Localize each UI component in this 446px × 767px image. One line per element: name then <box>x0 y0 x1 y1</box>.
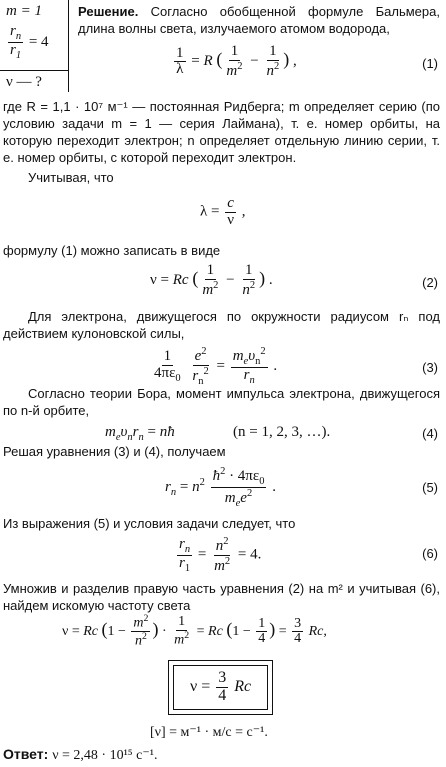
units-line: [ν] = м⁻¹ · м/с = с⁻¹. <box>150 725 268 740</box>
answer-value: ν = 2,48 · 10¹⁵ с⁻¹. <box>52 748 158 763</box>
equation-1: $\frac{1}{\lambda}$ = R ( $\frac{1}{m^2}$ − $\frac{1}{n^2}$ ) , <box>176 43 297 79</box>
equation-4-number: (4) <box>422 426 438 441</box>
equation-3: $\frac{1}{4\pi\varepsilon_0}$ $\frac{e^2}{r_n^2}$ = $\frac{m_e\upsilon_n^2}{r_n}$ . <box>154 346 278 387</box>
equation-2-number: (2) <box>422 275 438 290</box>
given-vertical-rule <box>68 0 69 92</box>
from-expression-text: Из выражения (5) и условия задачи следует, что <box>3 516 296 531</box>
solution-heading: Решение. <box>78 4 139 19</box>
equation-2: ν = Rc ( $\frac{1}{m^2}$ − $\frac{1}{n^2}$ ) . <box>150 262 273 298</box>
result-formula: ν = $\frac{3}{4}$ Rc <box>173 665 268 710</box>
answer-line <box>3 746 157 764</box>
equation-4: $m_e\upsilon_nr_n$ = nħ <box>105 424 175 443</box>
equation-5: $r_n = n^2$ $\frac{ħ^2 \cdot 4\pi\varepsilon_0}{m_ee^2}$ . <box>165 466 276 510</box>
lambda-equation: λ = $\frac{c}{\nu}$ , <box>200 195 246 228</box>
given-m: m = 1 <box>6 3 42 19</box>
bohr-paragraph: Согласно теории Бора, момент импульса электрона, движущегося по n-й орбите, <box>3 386 440 418</box>
where-paragraph: где R = 1,1 · 10⁷ м⁻¹ — постоянная Ридберга; m определяет серию (по условию задачи m = 1 — серия Лаймана), т. е. номер орбиты, на которую переходит электрон; n определяет отдельную линию серии, т. е. номер орбиты, с которой переходит электрон. <box>3 99 440 165</box>
solution-intro-text: Согласно обобщенной формуле Бальмера, длина волны света, излучаемого атомом водорода, <box>78 4 440 36</box>
answer-label: Ответ: <box>3 746 49 762</box>
multiply-paragraph: Умножив и разделив правую часть уравнения (2) на m² и учитывая (6), найдем искомую частоту света <box>3 581 440 613</box>
given-ratio-value: = 4 <box>28 33 49 50</box>
equation-4-range: (n = 1, 2, 3, …). <box>233 424 331 440</box>
given-divider <box>0 70 68 71</box>
given-that-text: Учитывая, что <box>28 170 114 185</box>
equation-1-number: (1) <box>422 56 438 71</box>
final-derivation: ν = Rc (1 − $\frac{m^2}{n^2}$ ) · $\frac{1}{m^2}$ = Rc (1 − $\frac{1}{4}$ ) = $\frac{3}{4}$ Rc, <box>62 613 327 649</box>
electron-paragraph: Для электрона, движущегося по окружности радиусом rₙ под действием кулоновской силы, <box>3 309 440 341</box>
solving-text: Решая уравнения (3) и (4), получаем <box>3 444 226 459</box>
solution-intro <box>78 3 440 37</box>
equation-5-number: (5) <box>422 480 438 495</box>
formula-form-text: формулу (1) можно записать в виде <box>3 243 221 258</box>
equation-3-number: (3) <box>422 360 438 375</box>
equation-6-number: (6) <box>422 546 438 561</box>
equation-6: $\frac{r_n}{r_1}$ = $\frac{n^2}{m^2}$ = 4. <box>179 535 262 574</box>
given-ratio: $\frac{r_n}{r_1}$ = 4 <box>10 23 49 62</box>
given-find: ν — ? <box>6 74 42 90</box>
result-box <box>168 660 273 715</box>
